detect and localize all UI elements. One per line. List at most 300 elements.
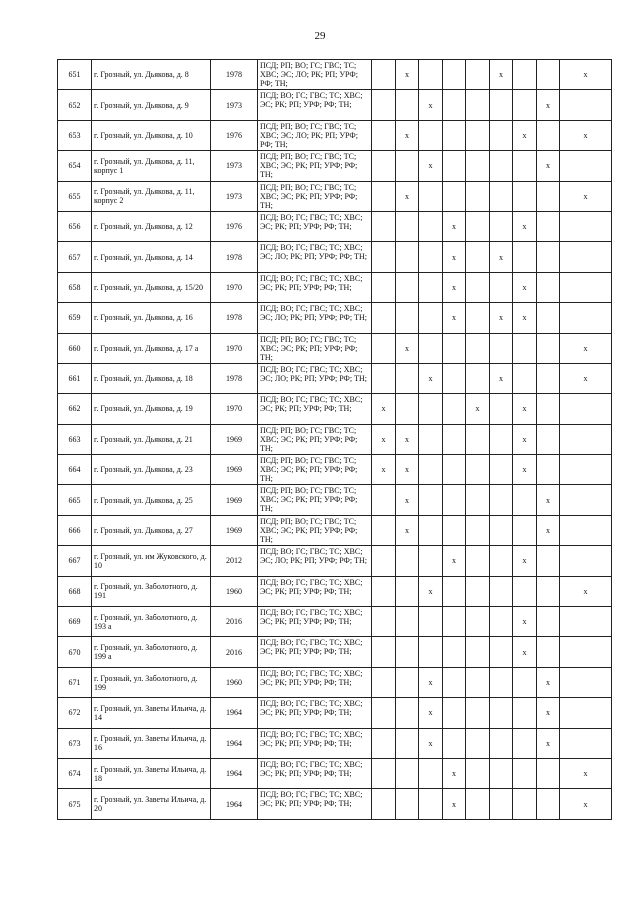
table-row bbox=[58, 576, 612, 606]
period-mark bbox=[419, 303, 443, 333]
construction-year: 1970 bbox=[211, 394, 258, 424]
row-number: 665 bbox=[58, 485, 92, 515]
period-mark: х bbox=[513, 303, 537, 333]
period-mark bbox=[466, 272, 490, 302]
period-mark: х bbox=[513, 120, 537, 150]
period-mark: х bbox=[396, 333, 419, 363]
row-number: 652 bbox=[58, 90, 92, 120]
period-mark bbox=[560, 728, 612, 758]
period-mark bbox=[490, 515, 513, 545]
period-mark bbox=[419, 60, 443, 90]
building-address: г. Грозный, ул. Дьякова, д. 25 bbox=[92, 485, 211, 515]
period-mark: х bbox=[560, 758, 612, 788]
period-mark: х bbox=[396, 515, 419, 545]
construction-year: 1969 bbox=[211, 485, 258, 515]
row-number: 663 bbox=[58, 424, 92, 454]
period-mark bbox=[396, 242, 419, 272]
building-address: г. Грозный, ул. Дьякова, д. 27 bbox=[92, 515, 211, 545]
period-mark: х bbox=[560, 576, 612, 606]
period-mark bbox=[537, 272, 560, 302]
period-mark bbox=[372, 272, 396, 302]
period-mark bbox=[396, 151, 419, 181]
construction-year: 1969 bbox=[211, 424, 258, 454]
period-mark bbox=[466, 485, 490, 515]
building-address: г. Грозный, ул. Дьякова, д. 9 bbox=[92, 90, 211, 120]
work-types: ПСД; ВО; ГС; ГВС; ТС; ХВС; ЭС; РК; РП; УРФ; РФ; ТН; bbox=[258, 576, 372, 606]
period-mark bbox=[443, 728, 466, 758]
period-mark bbox=[490, 211, 513, 241]
row-number: 674 bbox=[58, 758, 92, 788]
period-mark bbox=[443, 576, 466, 606]
construction-year: 2016 bbox=[211, 637, 258, 667]
row-number: 659 bbox=[58, 303, 92, 333]
construction-year: 1978 bbox=[211, 242, 258, 272]
period-mark bbox=[466, 576, 490, 606]
period-mark bbox=[490, 394, 513, 424]
period-mark: х bbox=[443, 789, 466, 819]
period-mark bbox=[466, 546, 490, 576]
period-mark: х bbox=[490, 363, 513, 393]
table-row bbox=[58, 394, 612, 424]
period-mark bbox=[513, 181, 537, 211]
building-address: г. Грозный, ул. Дьякова, д. 11, корпус 1 bbox=[92, 151, 211, 181]
period-mark bbox=[537, 546, 560, 576]
period-mark bbox=[560, 90, 612, 120]
work-types: ПСД; РП; ВО; ГС; ГВС; ТС; ХВС; ЭС; ЛО; РК; РП; УРФ; РФ; ТН; bbox=[258, 60, 372, 90]
work-types: ПСД; РП; ВО; ГС; ГВС; ТС; ХВС; ЭС; РК; РП; УРФ; РФ; ТН; bbox=[258, 181, 372, 211]
period-mark: х bbox=[537, 667, 560, 697]
construction-year: 1964 bbox=[211, 789, 258, 819]
period-mark bbox=[419, 211, 443, 241]
period-mark bbox=[513, 485, 537, 515]
construction-year: 1978 bbox=[211, 363, 258, 393]
period-mark: х bbox=[443, 546, 466, 576]
construction-year: 1973 bbox=[211, 151, 258, 181]
period-mark bbox=[466, 242, 490, 272]
period-mark bbox=[419, 455, 443, 485]
period-mark bbox=[372, 211, 396, 241]
period-mark bbox=[396, 394, 419, 424]
period-mark: х bbox=[537, 698, 560, 728]
period-mark: х bbox=[372, 455, 396, 485]
construction-year: 1960 bbox=[211, 576, 258, 606]
period-mark bbox=[419, 333, 443, 363]
row-number: 657 bbox=[58, 242, 92, 272]
period-mark bbox=[443, 637, 466, 667]
period-mark bbox=[466, 303, 490, 333]
period-mark bbox=[490, 546, 513, 576]
period-mark bbox=[443, 515, 466, 545]
table-row bbox=[58, 90, 612, 120]
period-mark bbox=[513, 758, 537, 788]
table-row bbox=[58, 667, 612, 697]
period-mark bbox=[560, 211, 612, 241]
period-mark: х bbox=[490, 242, 513, 272]
period-mark bbox=[466, 637, 490, 667]
work-types: ПСД; ВО; ГС; ГВС; ТС; ХВС; ЭС; РК; РП; УРФ; РФ; ТН; bbox=[258, 607, 372, 637]
building-address: г. Грозный, ул. Дьякова, д. 11, корпус 2 bbox=[92, 181, 211, 211]
period-mark bbox=[443, 667, 466, 697]
table-row bbox=[58, 546, 612, 576]
building-address: г. Грозный, ул. Дьякова, д. 14 bbox=[92, 242, 211, 272]
table-row bbox=[58, 424, 612, 454]
building-address: г. Грозный, ул. Заветы Ильича, д. 14 bbox=[92, 698, 211, 728]
construction-year: 1976 bbox=[211, 211, 258, 241]
construction-year: 1976 bbox=[211, 120, 258, 150]
period-mark bbox=[443, 455, 466, 485]
period-mark bbox=[490, 181, 513, 211]
period-mark bbox=[560, 637, 612, 667]
period-mark: х bbox=[537, 485, 560, 515]
period-mark bbox=[466, 758, 490, 788]
work-types: ПСД; РП; ВО; ГС; ГВС; ТС; ХВС; ЭС; РК; РП; УРФ; РФ; ТН; bbox=[258, 515, 372, 545]
period-mark bbox=[443, 394, 466, 424]
period-mark bbox=[466, 333, 490, 363]
period-mark bbox=[466, 363, 490, 393]
period-mark bbox=[396, 789, 419, 819]
period-mark: х bbox=[419, 667, 443, 697]
work-types: ПСД; РП; ВО; ГС; ГВС; ТС; ХВС; ЭС; РК; РП; УРФ; РФ; ТН; bbox=[258, 455, 372, 485]
building-address: г. Грозный, ул. Дьякова, д. 18 bbox=[92, 363, 211, 393]
building-address: г. Грозный, ул. Заболотного, д. 199 bbox=[92, 667, 211, 697]
table-row bbox=[58, 515, 612, 545]
period-mark: х bbox=[537, 151, 560, 181]
work-types: ПСД; ВО; ГС; ГВС; ТС; ХВС; ЭС; РК; РП; УРФ; РФ; ТН; bbox=[258, 789, 372, 819]
period-mark bbox=[537, 576, 560, 606]
construction-year: 1970 bbox=[211, 272, 258, 302]
period-mark: х bbox=[490, 60, 513, 90]
period-mark bbox=[396, 211, 419, 241]
period-mark bbox=[537, 394, 560, 424]
period-mark bbox=[396, 576, 419, 606]
period-mark bbox=[466, 151, 490, 181]
row-number: 656 bbox=[58, 211, 92, 241]
period-mark bbox=[560, 546, 612, 576]
work-types: ПСД; РП; ВО; ГС; ГВС; ТС; ХВС; ЭС; РК; РП; УРФ; РФ; ТН; bbox=[258, 424, 372, 454]
row-number: 655 bbox=[58, 181, 92, 211]
work-types: ПСД; ВО; ГС; ГВС; ТС; ХВС; ЭС; ЛО; РК; РП; УРФ; РФ; ТН; bbox=[258, 242, 372, 272]
period-mark bbox=[490, 151, 513, 181]
work-types: ПСД; ВО; ГС; ГВС; ТС; ХВС; ЭС; РК; РП; УРФ; РФ; ТН; bbox=[258, 758, 372, 788]
building-address: г. Грозный, ул. Заветы Ильича, д. 18 bbox=[92, 758, 211, 788]
period-mark bbox=[513, 789, 537, 819]
row-number: 672 bbox=[58, 698, 92, 728]
row-number: 660 bbox=[58, 333, 92, 363]
period-mark bbox=[419, 758, 443, 788]
work-types: ПСД; ВО; ГС; ГВС; ТС; ХВС; ЭС; РК; РП; УРФ; РФ; ТН; bbox=[258, 394, 372, 424]
period-mark bbox=[490, 272, 513, 302]
period-mark bbox=[419, 424, 443, 454]
period-mark bbox=[419, 546, 443, 576]
building-address: г. Грозный, ул. Заболотного, д. 199 а bbox=[92, 637, 211, 667]
period-mark bbox=[372, 607, 396, 637]
period-mark: х bbox=[419, 363, 443, 393]
row-number: 651 bbox=[58, 60, 92, 90]
period-mark bbox=[419, 637, 443, 667]
work-types: ПСД; РП; ВО; ГС; ГВС; ТС; ХВС; ЭС; ЛО; РК; РП; УРФ; РФ; ТН; bbox=[258, 120, 372, 150]
period-mark: х bbox=[396, 60, 419, 90]
period-mark bbox=[513, 242, 537, 272]
row-number: 667 bbox=[58, 546, 92, 576]
period-mark: х bbox=[372, 394, 396, 424]
period-mark bbox=[372, 789, 396, 819]
period-mark bbox=[537, 181, 560, 211]
work-types: ПСД; РП; ВО; ГС; ГВС; ТС; ХВС; ЭС; РК; РП; УРФ; РФ; ТН; bbox=[258, 151, 372, 181]
period-mark bbox=[560, 151, 612, 181]
period-mark: х bbox=[419, 90, 443, 120]
period-mark: х bbox=[490, 303, 513, 333]
period-mark bbox=[419, 485, 443, 515]
period-mark bbox=[443, 151, 466, 181]
table-row bbox=[58, 120, 612, 150]
construction-year: 1960 bbox=[211, 667, 258, 697]
period-mark bbox=[443, 60, 466, 90]
work-types: ПСД; ВО; ГС; ГВС; ТС; ХВС; ЭС; РК; РП; УРФ; РФ; ТН; bbox=[258, 637, 372, 667]
period-mark: х bbox=[396, 455, 419, 485]
period-mark bbox=[560, 607, 612, 637]
row-number: 675 bbox=[58, 789, 92, 819]
period-mark: х bbox=[513, 455, 537, 485]
period-mark: х bbox=[443, 758, 466, 788]
period-mark bbox=[419, 607, 443, 637]
period-mark: х bbox=[443, 303, 466, 333]
period-mark bbox=[490, 576, 513, 606]
period-mark bbox=[466, 698, 490, 728]
period-mark bbox=[537, 637, 560, 667]
period-mark bbox=[490, 120, 513, 150]
period-mark bbox=[466, 120, 490, 150]
work-types: ПСД; ВО; ГС; ГВС; ТС; ХВС; ЭС; РК; РП; УРФ; РФ; ТН; bbox=[258, 90, 372, 120]
period-mark: х bbox=[396, 485, 419, 515]
period-mark: х bbox=[396, 424, 419, 454]
period-mark bbox=[372, 637, 396, 667]
period-mark bbox=[490, 789, 513, 819]
period-mark bbox=[396, 758, 419, 788]
work-types: ПСД; РП; ВО; ГС; ГВС; ТС; ХВС; ЭС; РК; РП; УРФ; РФ; ТН; bbox=[258, 485, 372, 515]
period-mark bbox=[560, 272, 612, 302]
building-address: г. Грозный, ул. Заболотного, д. 191 bbox=[92, 576, 211, 606]
period-mark bbox=[372, 333, 396, 363]
period-mark: х bbox=[419, 698, 443, 728]
period-mark: х bbox=[372, 424, 396, 454]
period-mark bbox=[443, 363, 466, 393]
building-address: г. Грозный, ул. Заветы Ильича, д. 16 bbox=[92, 728, 211, 758]
period-mark bbox=[513, 667, 537, 697]
period-mark bbox=[419, 272, 443, 302]
period-mark: х bbox=[560, 789, 612, 819]
period-mark bbox=[490, 455, 513, 485]
period-mark bbox=[443, 424, 466, 454]
period-mark bbox=[537, 758, 560, 788]
table-row bbox=[58, 455, 612, 485]
table-row bbox=[58, 789, 612, 819]
building-address: г. Грозный, ул. Дьякова, д. 8 bbox=[92, 60, 211, 90]
period-mark bbox=[466, 455, 490, 485]
work-types: ПСД; ВО; ГС; ГВС; ТС; ХВС; ЭС; РК; РП; УРФ; РФ; ТН; bbox=[258, 698, 372, 728]
period-mark bbox=[537, 211, 560, 241]
period-mark bbox=[513, 698, 537, 728]
period-mark bbox=[513, 60, 537, 90]
period-mark: х bbox=[443, 211, 466, 241]
period-mark: х bbox=[560, 120, 612, 150]
construction-year: 2016 bbox=[211, 607, 258, 637]
period-mark bbox=[537, 333, 560, 363]
period-mark bbox=[537, 120, 560, 150]
row-number: 666 bbox=[58, 515, 92, 545]
period-mark bbox=[490, 333, 513, 363]
period-mark bbox=[443, 181, 466, 211]
period-mark: х bbox=[419, 151, 443, 181]
period-mark bbox=[466, 181, 490, 211]
period-mark bbox=[560, 394, 612, 424]
period-mark bbox=[466, 667, 490, 697]
construction-year: 1964 bbox=[211, 698, 258, 728]
construction-year: 1978 bbox=[211, 303, 258, 333]
table-row bbox=[58, 333, 612, 363]
period-mark bbox=[466, 90, 490, 120]
period-mark bbox=[372, 181, 396, 211]
period-mark bbox=[466, 728, 490, 758]
period-mark bbox=[396, 667, 419, 697]
period-mark bbox=[560, 515, 612, 545]
period-mark: х bbox=[560, 181, 612, 211]
row-number: 661 bbox=[58, 363, 92, 393]
row-number: 658 bbox=[58, 272, 92, 302]
period-mark bbox=[372, 667, 396, 697]
period-mark: х bbox=[419, 728, 443, 758]
row-number: 670 bbox=[58, 637, 92, 667]
work-types: ПСД; ВО; ГС; ГВС; ТС; ХВС; ЭС; РК; РП; УРФ; РФ; ТН; bbox=[258, 667, 372, 697]
period-mark bbox=[466, 607, 490, 637]
period-mark bbox=[513, 515, 537, 545]
period-mark bbox=[490, 758, 513, 788]
period-mark: х bbox=[443, 272, 466, 302]
period-mark bbox=[372, 485, 396, 515]
table-row bbox=[58, 181, 612, 211]
period-mark bbox=[419, 789, 443, 819]
period-mark bbox=[560, 698, 612, 728]
construction-year: 1964 bbox=[211, 728, 258, 758]
period-mark bbox=[490, 90, 513, 120]
period-mark: х bbox=[396, 120, 419, 150]
period-mark bbox=[513, 333, 537, 363]
period-mark bbox=[513, 728, 537, 758]
period-mark bbox=[443, 607, 466, 637]
construction-year: 1969 bbox=[211, 515, 258, 545]
period-mark bbox=[372, 242, 396, 272]
row-number: 654 bbox=[58, 151, 92, 181]
period-mark bbox=[396, 363, 419, 393]
period-mark bbox=[396, 272, 419, 302]
table-row bbox=[58, 151, 612, 181]
row-number: 673 bbox=[58, 728, 92, 758]
work-types: ПСД; ВО; ГС; ГВС; ТС; ХВС; ЭС; РК; РП; УРФ; РФ; ТН; bbox=[258, 272, 372, 302]
construction-year: 1969 bbox=[211, 455, 258, 485]
period-mark bbox=[372, 60, 396, 90]
period-mark bbox=[560, 242, 612, 272]
period-mark bbox=[513, 363, 537, 393]
period-mark bbox=[466, 211, 490, 241]
period-mark bbox=[560, 485, 612, 515]
row-number: 671 bbox=[58, 667, 92, 697]
table-row bbox=[58, 485, 612, 515]
period-mark bbox=[513, 90, 537, 120]
period-mark bbox=[443, 333, 466, 363]
period-mark bbox=[372, 728, 396, 758]
period-mark bbox=[537, 455, 560, 485]
construction-year: 1973 bbox=[211, 90, 258, 120]
housing-registry-table bbox=[57, 59, 612, 820]
row-number: 662 bbox=[58, 394, 92, 424]
period-mark bbox=[396, 637, 419, 667]
period-mark bbox=[513, 576, 537, 606]
building-address: г. Грозный, ул. Дьякова, д. 19 bbox=[92, 394, 211, 424]
period-mark bbox=[419, 394, 443, 424]
period-mark: х bbox=[537, 515, 560, 545]
building-address: г. Грозный, ул. Дьякова, д. 16 bbox=[92, 303, 211, 333]
period-mark bbox=[372, 546, 396, 576]
period-mark bbox=[372, 758, 396, 788]
period-mark bbox=[443, 120, 466, 150]
period-mark bbox=[372, 90, 396, 120]
period-mark: х bbox=[513, 211, 537, 241]
building-address: г. Грозный, ул. Заболотного, д. 193 а bbox=[92, 607, 211, 637]
period-mark bbox=[419, 242, 443, 272]
table-row bbox=[58, 637, 612, 667]
period-mark bbox=[513, 151, 537, 181]
period-mark bbox=[443, 90, 466, 120]
work-types: ПСД; ВО; ГС; ГВС; ТС; ХВС; ЭС; ЛО; РК; РП; УРФ; РФ; ТН; bbox=[258, 546, 372, 576]
period-mark bbox=[396, 90, 419, 120]
construction-year: 1978 bbox=[211, 60, 258, 90]
period-mark bbox=[537, 60, 560, 90]
period-mark bbox=[396, 303, 419, 333]
period-mark: х bbox=[537, 90, 560, 120]
period-mark bbox=[537, 242, 560, 272]
period-mark bbox=[372, 303, 396, 333]
table-row bbox=[58, 363, 612, 393]
period-mark bbox=[490, 728, 513, 758]
registry-body bbox=[58, 60, 612, 820]
period-mark bbox=[443, 698, 466, 728]
period-mark bbox=[466, 424, 490, 454]
period-mark: х bbox=[419, 576, 443, 606]
construction-year: 2012 bbox=[211, 546, 258, 576]
period-mark: х bbox=[513, 637, 537, 667]
building-address: г. Грозный, ул. Дьякова, д. 12 bbox=[92, 211, 211, 241]
row-number: 653 bbox=[58, 120, 92, 150]
work-types: ПСД; ВО; ГС; ГВС; ТС; ХВС; ЭС; РК; РП; УРФ; РФ; ТН; bbox=[258, 728, 372, 758]
period-mark bbox=[537, 607, 560, 637]
period-mark bbox=[490, 698, 513, 728]
period-mark bbox=[490, 637, 513, 667]
table-row bbox=[58, 272, 612, 302]
construction-year: 1973 bbox=[211, 181, 258, 211]
period-mark: х bbox=[560, 363, 612, 393]
table-row bbox=[58, 758, 612, 788]
period-mark bbox=[537, 789, 560, 819]
period-mark bbox=[396, 698, 419, 728]
table-row bbox=[58, 60, 612, 90]
period-mark bbox=[466, 515, 490, 545]
work-types: ПСД; ВО; ГС; ГВС; ТС; ХВС; ЭС; ЛО; РК; РП; УРФ; РФ; ТН; bbox=[258, 363, 372, 393]
building-address: г. Грозный, ул. Дьякова, д. 23 bbox=[92, 455, 211, 485]
period-mark bbox=[372, 515, 396, 545]
period-mark bbox=[419, 181, 443, 211]
construction-year: 1964 bbox=[211, 758, 258, 788]
table-row bbox=[58, 607, 612, 637]
period-mark bbox=[466, 60, 490, 90]
